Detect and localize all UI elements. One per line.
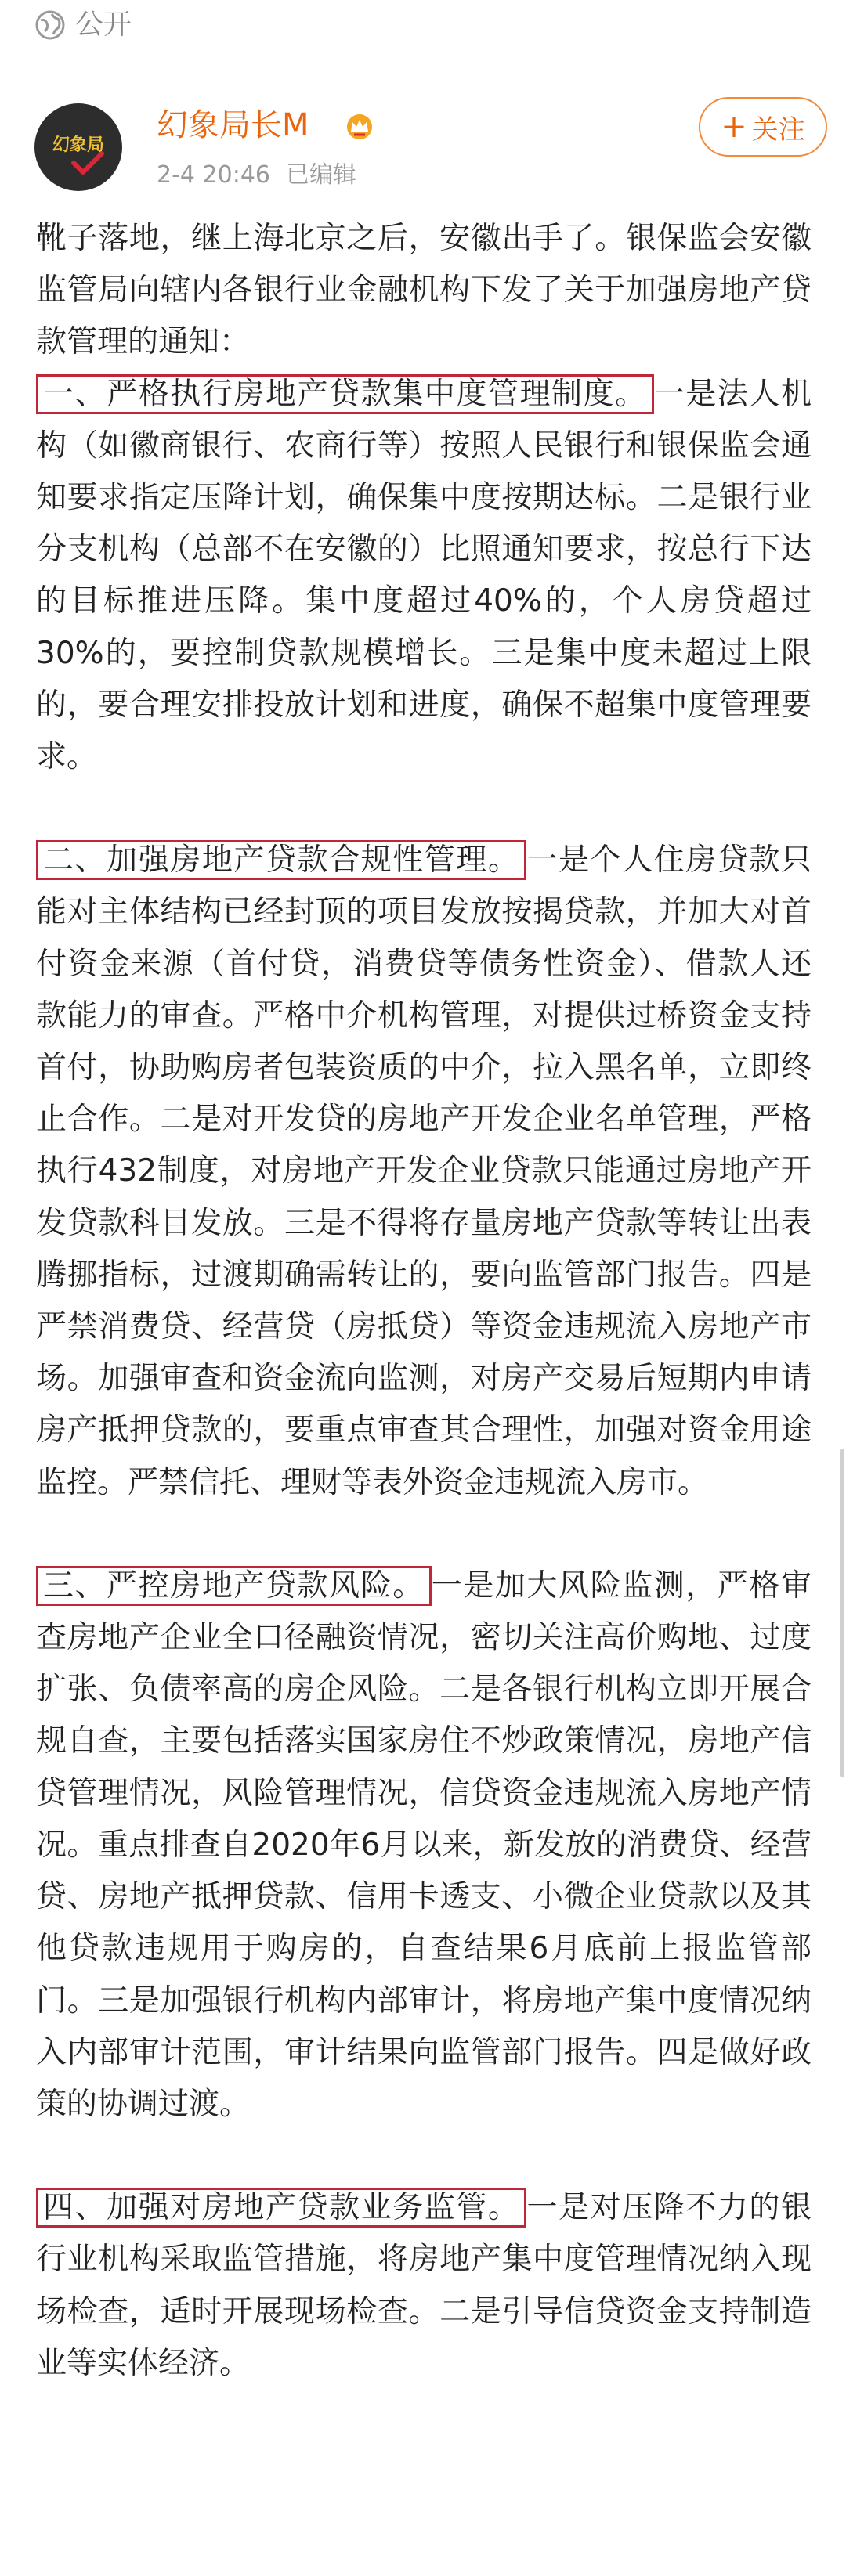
section-3-heading: 三、严控房地产贷款风险。 [36, 1566, 432, 1606]
post-timestamp: 2-4 20:46 [157, 161, 270, 189]
section-4 [36, 2182, 812, 2390]
section-1-body: 一是法人机构（如徽商银行、农商行等）按照人民银行和银保监会通知要求指定压降计划，确保集中度按期达标。二是银行业分支机构（总部不在安徽的）比照通知要求，按总行下达的目标推进压降。集中度超过40%的，个人房贷超过30%的，要控制贷款规模增长。三是集中度未超过上限的，要合理安排投放计划和进度，确保不超集中度管理要求。 [36, 376, 812, 775]
section-1-heading: 一、严格执行房地产贷款集中度管理制度。 [36, 374, 654, 414]
section-4-body: 一是对压降不力的银行业机构采取监管措施，将房地产集中度管理情况纳入现场检查，适时开展现场检查。二是引导信贷资金支持制造业等实体经济。 [36, 2190, 812, 2381]
follow-label: 关注 [751, 114, 805, 146]
globe-icon [34, 9, 66, 41]
scrollbar[interactable] [840, 1449, 844, 1777]
section-2-body: 一是个人住房贷款只能对主体结构已经封顶的项目发放按揭贷款，并加大对首付资金来源（首付贷，消费贷等债务性资金）、借款人还款能力的审查。严格中介机构管理，对提供过桥资金支持首付，协助购房者包装资质的中介，拉入黑名单，立即终止合作。二是对开发贷的房地产开发企业名单管理，严格执行432制度，对房地产开发企业贷款只能通过房地产开发贷款科目发放。三是不得将存量房地产贷款等转让出表腾挪指标，过渡期确需转让的，要向监管部门报告。四是严禁消费贷、经营贷（房抵贷）等资金违规流入房地产市场。加强审查和资金流向监测，对房产交易后短期内申请房产抵押贷款的，要重点审查其合理性，加强对资金用途监控。严禁信托、理财等表外资金违规流入房市。 [36, 842, 812, 1500]
section-4-heading: 四、加强对房地产贷款业务监管。 [36, 2188, 526, 2228]
post-meta [157, 160, 356, 191]
post-intro: 靴子落地，继上海北京之后，安徽出手了。银保监会安徽监管局向辖内各银行业金融机构下发了关于加强房地产贷款管理的通知： [36, 221, 812, 360]
visibility-label: 公开 [75, 9, 132, 41]
section-2-heading: 二、加强房地产贷款合规性管理。 [36, 840, 526, 880]
section-1 [36, 369, 812, 784]
section-3 [36, 1560, 812, 2130]
author-name[interactable]: 幻象局长M [157, 107, 309, 143]
plus-icon: + [721, 109, 747, 145]
edited-label: 已编辑 [286, 161, 356, 189]
section-3-body: 一是加大风险监测，严格审查房地产企业全口径融资情况，密切关注高价购地、过度扩张、负债率高的房企风险。二是各银行机构立即开展合规自查，主要包括落实国家房住不炒政策情况，房地产信贷管理情况，风险管理情况，信贷资金违规流入房地产情况。重点排查自2020年6月以来，新发放的消费贷、经营贷、房地产抵押贷款、信用卡透支、小微企业贷款以及其他贷款违规用于购房的，自查结果6月底前上报监管部门。三是加强银行机构内部审计，将房地产集中度情况纳入内部审计范围，审计结果向监管部门报告。四是做好政策的协调过渡。 [36, 1568, 812, 2122]
visibility-bar [0, 0, 846, 56]
section-2 [36, 835, 812, 1509]
post-content [36, 213, 812, 2441]
crown-badge-icon[interactable] [343, 111, 376, 141]
follow-button[interactable] [699, 97, 827, 157]
avatar[interactable] [34, 103, 122, 191]
checkmark-icon [70, 149, 105, 177]
avatar-logo-text: 幻象局 [52, 135, 104, 155]
